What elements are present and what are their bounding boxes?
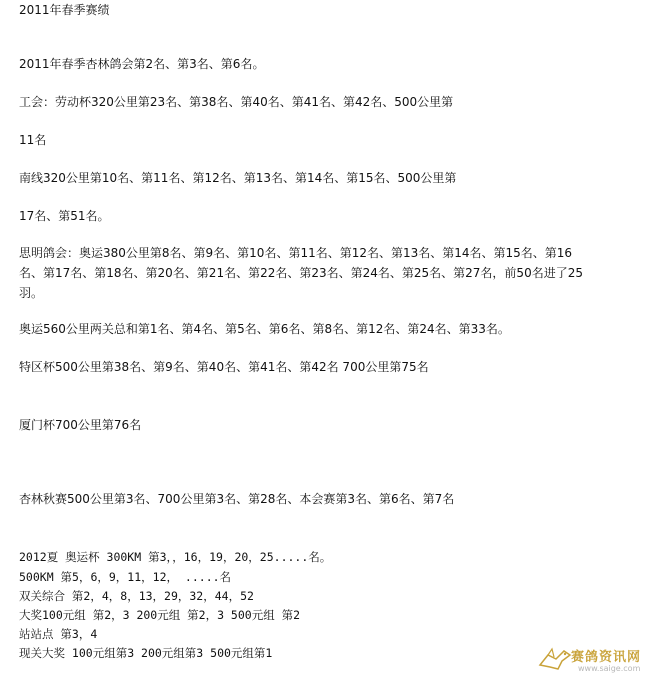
text-line: 工会：劳动杯320公里第23名、第38名、第40名、第41名、第42名、500公里第: [19, 95, 454, 109]
text-line: 南线320公里第10名、第11名、第12名、第13名、第14名、第15名、500公里第: [19, 171, 457, 185]
text-line: 11名: [19, 133, 47, 147]
text-line: 17名、第51名。: [19, 209, 110, 223]
text-line: 双关综合 第2，4，8，13，29，32，44，52: [19, 589, 254, 603]
document-title: 2011年春季赛绩: [19, 3, 110, 17]
text-line: 现关大奖 100元组第3 200元组第3 500元组第1: [19, 646, 273, 660]
text-line: 奥运560公里两关总和第1名、第4名、第5名、第6名、第8名、第12名、第24名、第33名。: [19, 322, 510, 336]
text-line: 杏林秋赛500公里第3名、700公里第3名、第28名、本会赛第3名、第6名、第7名: [19, 492, 455, 506]
text-line: 站站点 第3，4: [19, 627, 98, 641]
text-line: 思明鸽会：奥运380公里第8名、第9名、第10名、第11名、第12名、第13名、第14名、第15名、第16: [19, 246, 573, 260]
watermark-name: 赛鸽资讯网: [571, 650, 642, 665]
text-line: 2011年春季杏林鸽会第2名、第3名、第6名。: [19, 57, 265, 71]
text-line: 特区杯500公里第38名、第9名、第40名、第41名、第42名 700公里第75名: [19, 360, 429, 374]
pigeon-icon: [538, 647, 572, 673]
text-line: 厦门杯700公里第76名: [19, 418, 142, 432]
text-line: 羽。: [19, 286, 44, 300]
watermark-url: www.saige.com: [578, 664, 641, 673]
text-line: 名、第17名、第18名、第20名、第21名、第22名、第23名、第24名、第25名、第27名，前50名进了25: [19, 266, 583, 280]
text-line: 500KM 第5，6，9，11，12， .....名: [19, 570, 232, 584]
text-line: 大奖100元组 第2，3 200元组 第2，3 500元组 第2: [19, 608, 301, 622]
text-line: 2012夏 奥运杯 300KM 第3，，16，19，20，25.....名。: [19, 550, 332, 564]
watermark-logo: [538, 644, 642, 678]
